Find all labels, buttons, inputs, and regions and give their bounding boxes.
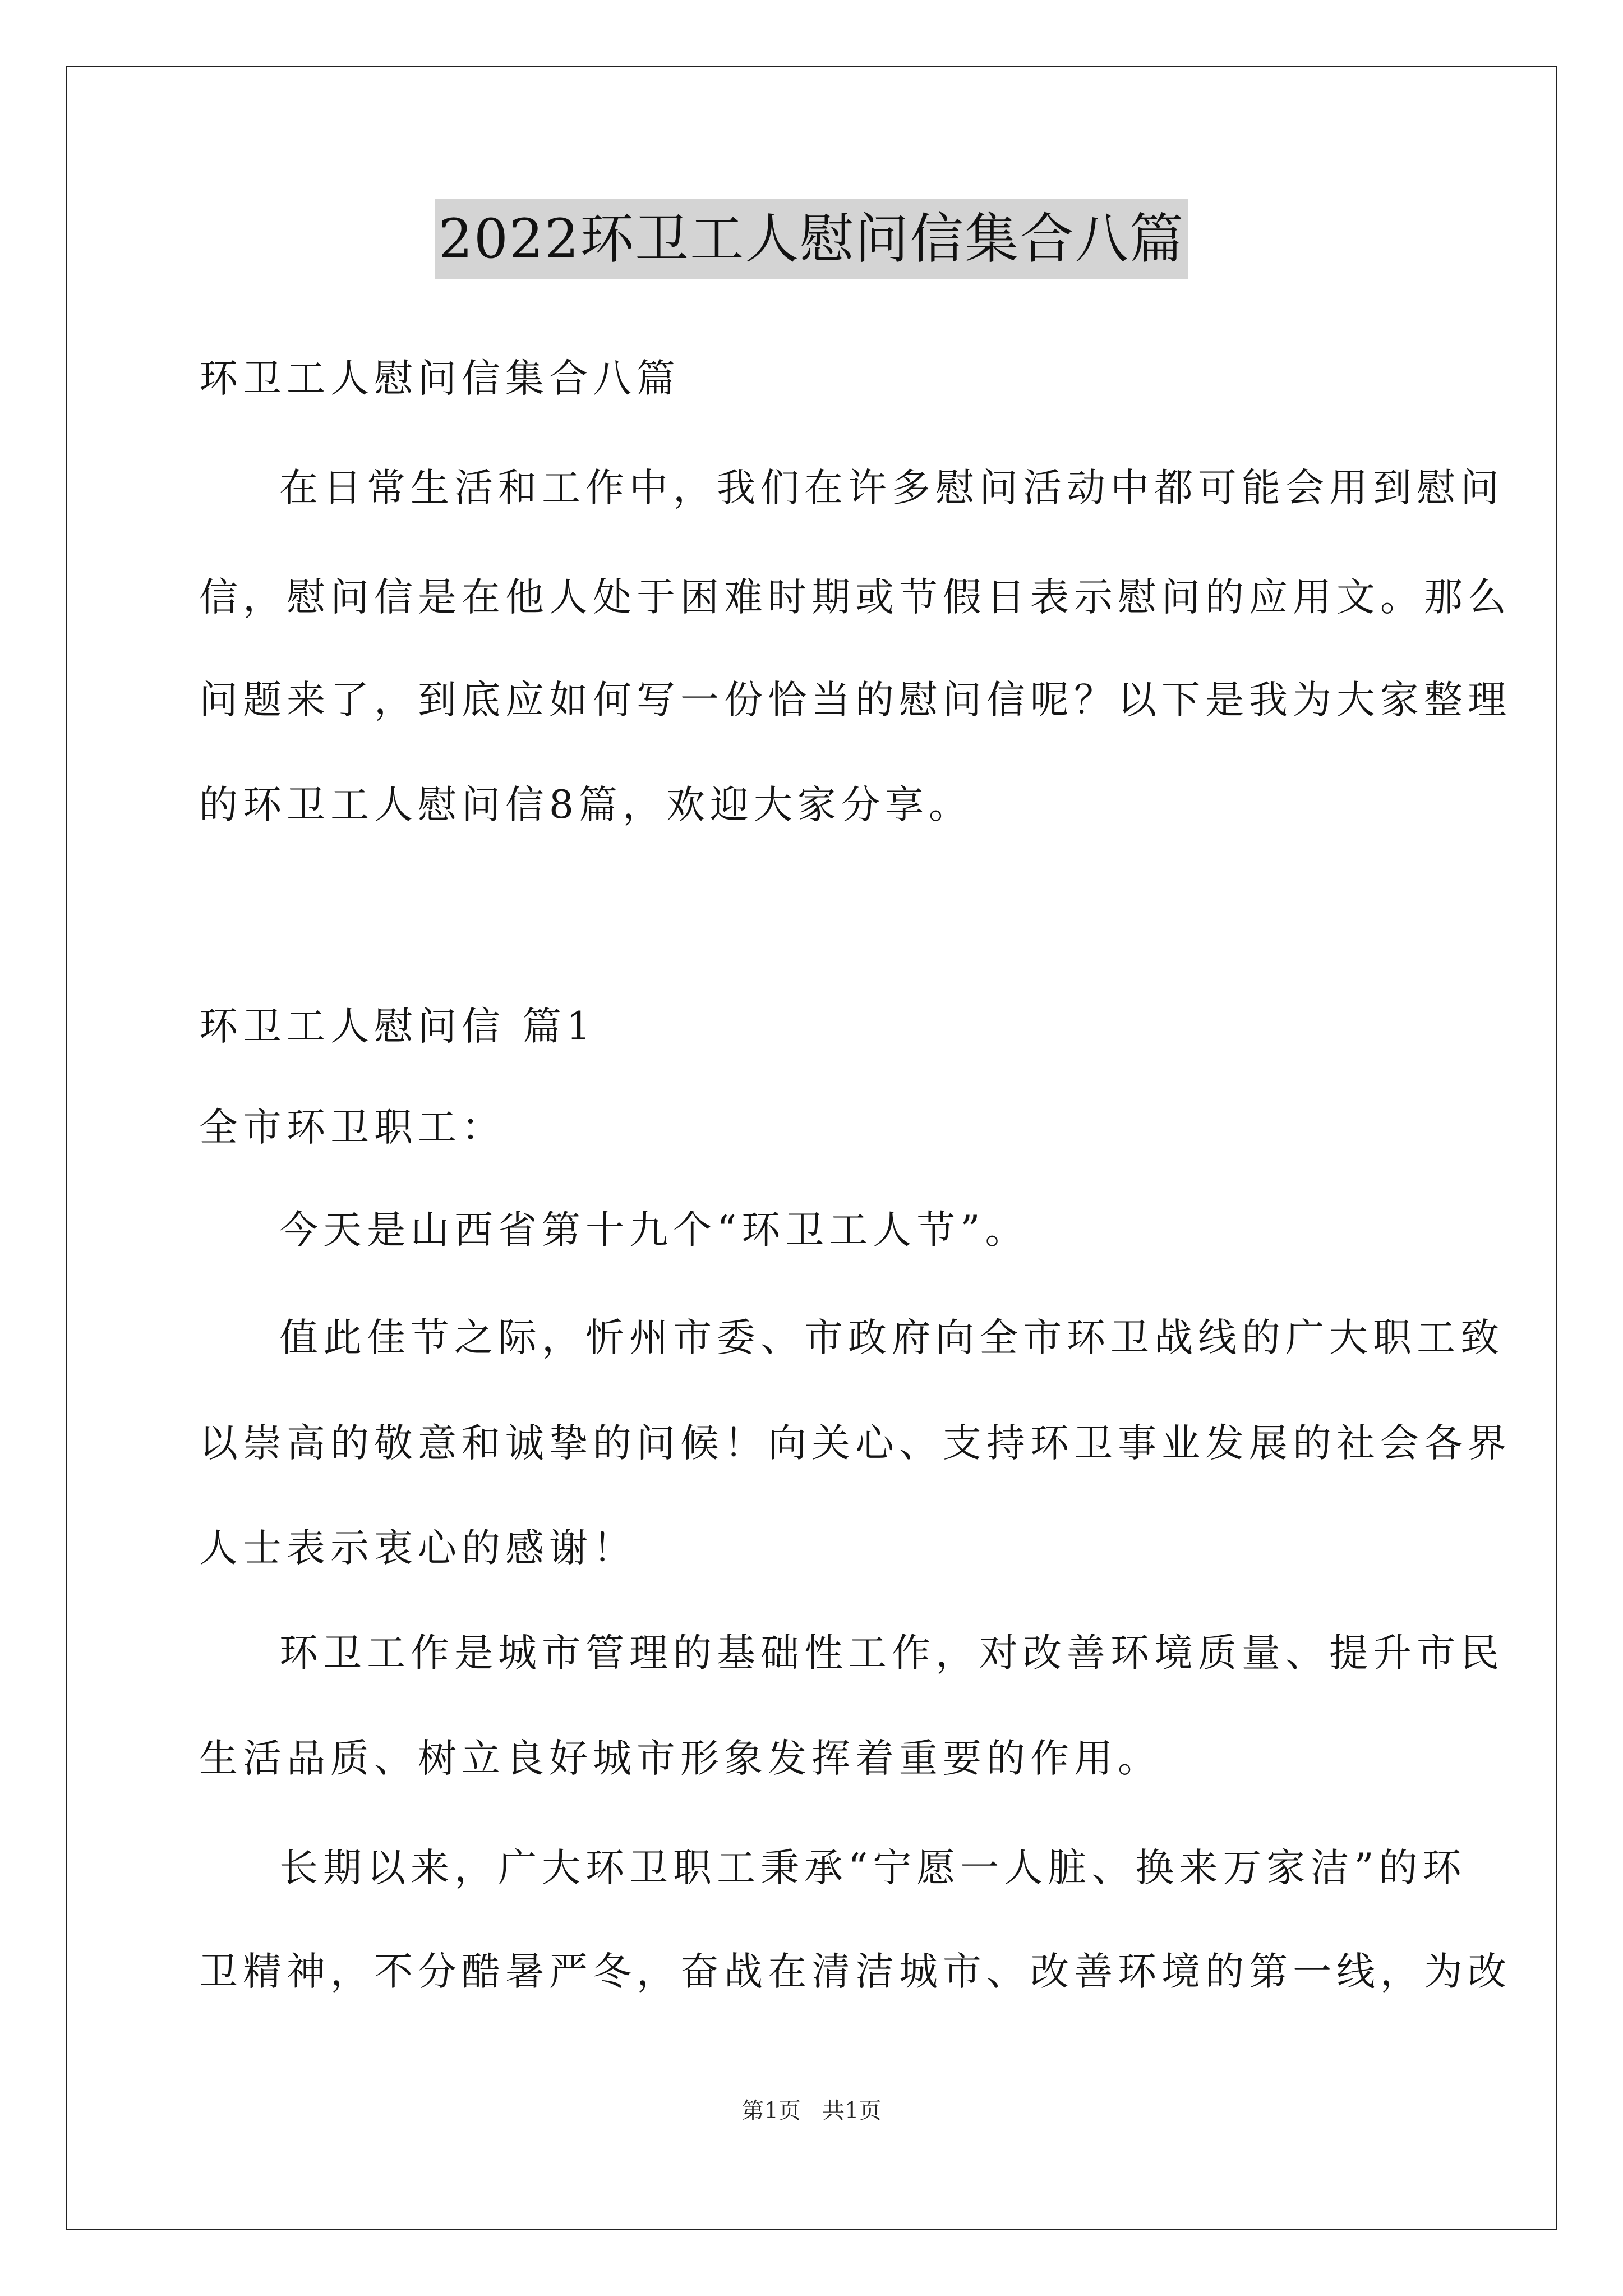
paragraph-line: 信，慰问信是在他人处于困难时期或节假日表示慰问的应用文。那么 [199,575,1511,620]
paragraph-line: 环卫工作是城市管理的基础性工作，对改善环境质量、提升市民 [279,1631,1504,1676]
section-heading: 环卫工人慰问信 篇1 [199,1004,596,1049]
subtitle-line: 环卫工人慰问信集合八篇 [199,356,680,401]
title-container [0,199,1623,279]
paragraph-line: 生活品质、树立良好城市形象发挥着重要的作用。 [199,1736,1161,1781]
document-title: 2022环卫工人慰问信集合八篇 [435,199,1188,279]
paragraph-line: 今天是山西省第十九个“环卫工人节”。 [279,1208,1029,1253]
page-footer: 第1页 共1页 [741,2098,882,2124]
paragraph-line: 长期以来，广大环卫职工秉承“宁愿一人脏、换来万家洁”的环 [279,1846,1467,1890]
paragraph-line: 值此佳节之际，忻州市委、市政府向全市环卫战线的广大职工致 [279,1315,1504,1360]
paragraph-line: 在日常生活和工作中，我们在许多慰问活动中都可能会用到慰问 [279,466,1504,510]
paragraph-line: 问题来了，到底应如何写一份恰当的慰问信呢？以下是我为大家整理 [199,678,1511,723]
paragraph-line: 人士表示衷心的感谢！ [199,1526,637,1571]
paragraph-line: 的环卫工人慰问信8篇，欢迎大家分享。 [199,783,972,827]
paragraph-line: 以崇高的敬意和诚挚的问候！向关心、支持环卫事业发展的社会各界 [199,1421,1511,1466]
salutation-line: 全市环卫职工： [199,1105,505,1150]
paragraph-line: 卫精神，不分酷暑严冬，奋战在清洁城市、改善环境的第一线，为改 [199,1949,1511,1994]
